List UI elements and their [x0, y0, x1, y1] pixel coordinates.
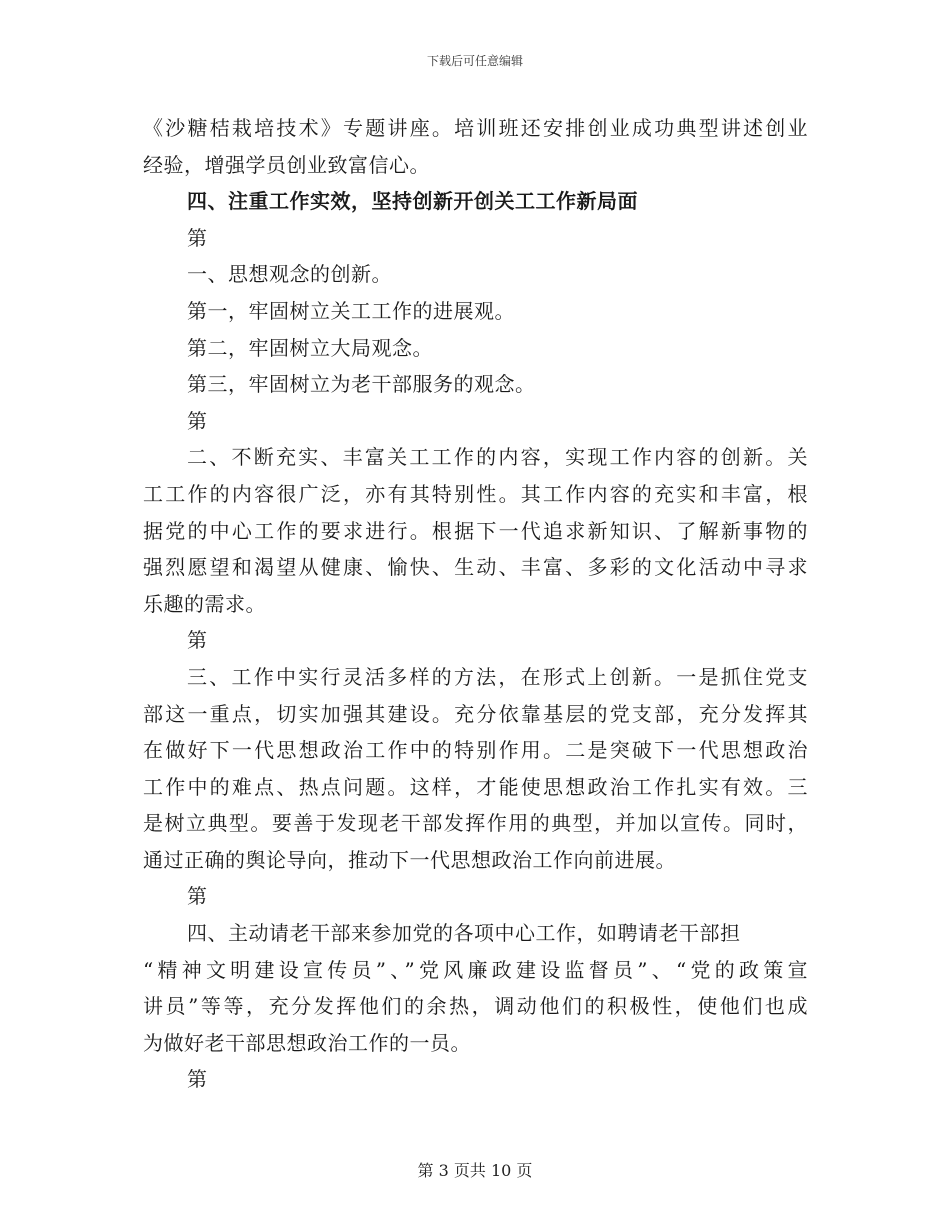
- text-line: 为做好老干部思想政治工作的一员。: [143, 1030, 471, 1055]
- text-line: 《沙糖桔栽培技术》专题讲座。培训班还安排创业成功典型讲述创业: [143, 116, 808, 140]
- text-line: 第: [187, 1067, 208, 1092]
- text-line: 第: [187, 628, 208, 653]
- page-number-footer: 第 3 页共 10 页: [417, 1161, 533, 1180]
- text-line: 一、思想观念的创新。: [187, 262, 392, 287]
- text-line: 第: [187, 408, 208, 433]
- text-line: 工工作的内容很广泛，亦有其特别性。其工作内容的充实和丰富，根: [143, 481, 808, 506]
- text-line: 三、工作中实行灵活多样的方法，在形式上创新。一是抓住党支: [187, 664, 808, 689]
- text-line: 讲员”等等，充分发挥他们的余热，调动他们的积极性，使他们也成: [143, 994, 808, 1019]
- text-line: 工作中的难点、热点问题。这样，才能使思想政治工作扎实有效。三: [143, 774, 808, 799]
- document-body: [143, 110, 808, 1098]
- text-line: 二、不断充实、丰富关工工作的内容，实现工作内容的创新。关: [187, 445, 808, 470]
- page-header-note: 下载后可任意编辑: [426, 54, 523, 68]
- text-line: 第: [187, 884, 208, 909]
- text-line: 通过正确的舆论导向，推动下一代思想政治工作向前进展。: [143, 847, 676, 872]
- text-line: 部这一重点，切实加强其建设。充分依靠基层的党支部，充分发挥其: [143, 701, 808, 726]
- text-line: 在做好下一代思想政治工作中的特别作用。二是突破下一代思想政治: [143, 738, 808, 763]
- text-line: 第二，牢固树立大局观念。: [187, 335, 433, 360]
- text-line: 据党的中心工作的要求进行。根据下一代追求新知识、了解新事物的: [143, 518, 808, 543]
- text-line: 是树立典型。要善于发现老干部发挥作用的典型，并加以宣传。同时，: [143, 811, 808, 836]
- text-line: 经验，增强学员创业致富信心。: [143, 152, 430, 177]
- text-line: “精神文明建设宣传员”、”党风廉政建设监督员”、“党的政策宣: [143, 957, 808, 982]
- text-line: 第: [187, 225, 208, 250]
- section-heading: 四、注重工作实效，坚持创新开创关工工作新局面: [187, 189, 638, 214]
- text-line: 第三，牢固树立为老干部服务的观念。: [187, 372, 536, 397]
- text-line: 四、主动请老干部来参加党的各项中心工作，如聘请老干部担: [187, 921, 741, 946]
- text-line: 强烈愿望和渴望从健康、愉快、生动、丰富、多彩的文化活动中寻求: [143, 555, 808, 580]
- text-line: 乐趣的需求。: [143, 591, 266, 616]
- text-line: 第一，牢固树立关工工作的进展观。: [187, 298, 515, 323]
